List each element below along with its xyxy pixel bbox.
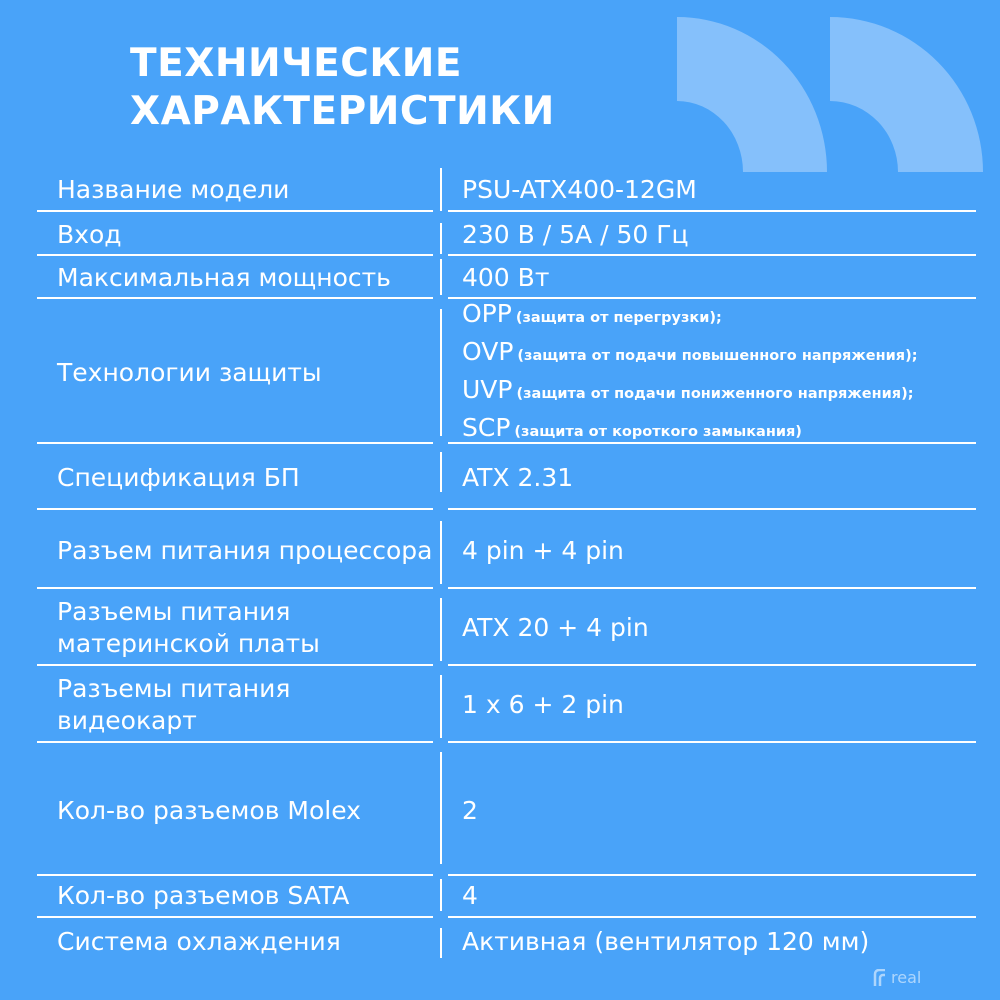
spec-label: Вход (57, 220, 122, 249)
spec-value: 230 В / 5А / 50 Гц (462, 220, 689, 249)
protection-desc: (защита от короткого замыкания) (514, 423, 802, 440)
row-divider (448, 741, 976, 743)
logo-icon (872, 969, 888, 987)
spec-value: 400 Вт (462, 262, 550, 292)
column-divider (440, 259, 442, 295)
column-divider (440, 168, 442, 211)
protection-desc: (защита от подачи повышенного напряжения); (517, 347, 918, 364)
spec-value: ATX 2.31 (462, 463, 574, 492)
protection-code: SCP (462, 412, 511, 442)
spec-label: Разъем питания процессора (57, 535, 433, 565)
row-divider (37, 916, 433, 918)
row-divider (448, 664, 976, 666)
brand-logo (872, 968, 921, 987)
protection-desc: (защита от подачи пониженного напряжения); (516, 385, 914, 402)
row-divider (37, 741, 433, 743)
column-divider (440, 223, 442, 254)
row-divider (448, 508, 976, 510)
protection-desc: (защита от перегрузки); (515, 309, 722, 326)
quote-mark-icon (830, 17, 983, 172)
protection-list (448, 298, 976, 442)
spec-label: Кол-во разъемов SATA (57, 881, 350, 910)
spec-value: ATX 20 + 4 pin (462, 612, 649, 642)
row-divider (448, 210, 976, 212)
row-divider (448, 254, 976, 256)
protection-code: UVP (462, 374, 513, 404)
row-divider (37, 587, 433, 589)
spec-value: 2 (462, 795, 478, 825)
spec-value: PSU-ATX400-12GM (462, 175, 697, 204)
protection-code: OVP (462, 336, 514, 366)
row-divider (448, 587, 976, 589)
column-divider (440, 452, 442, 492)
quote-mark-icon (677, 17, 827, 172)
column-divider (440, 879, 442, 911)
protection-item (462, 411, 802, 449)
column-divider (440, 675, 442, 738)
row-divider (37, 297, 433, 299)
row-divider (37, 508, 433, 510)
spec-label: Технологии защиты (57, 357, 322, 387)
page-title (130, 40, 650, 136)
spec-label: Максимальная мощность (57, 262, 391, 292)
row-divider (37, 210, 433, 212)
title-line: ХАРАКТЕРИСТИКИ (130, 89, 555, 134)
protection-item (462, 373, 914, 411)
column-divider (440, 598, 442, 661)
spec-label: Название модели (57, 175, 290, 204)
protection-item (462, 297, 722, 335)
spec-value: 4 (462, 881, 478, 910)
column-divider (440, 752, 442, 864)
title-line: ТЕХНИЧЕСКИЕ (130, 41, 463, 86)
column-divider (440, 928, 442, 958)
column-divider (440, 521, 442, 584)
spec-label: Разъемы питания материнской платы (57, 596, 320, 658)
protection-code: OPP (462, 298, 512, 328)
row-divider (37, 664, 433, 666)
spec-value: 4 pin + 4 pin (462, 535, 624, 565)
row-divider (37, 254, 433, 256)
logo-text: real (891, 968, 922, 987)
spec-label: Кол-во разъемов Molex (57, 795, 361, 825)
spec-value: 1 x 6 + 2 pin (462, 689, 624, 719)
row-divider (37, 442, 433, 444)
column-divider (440, 309, 442, 436)
spec-label: Спецификация БП (57, 463, 300, 492)
protection-item (462, 335, 918, 373)
row-divider (448, 916, 976, 918)
spec-label: Система охлаждения (57, 927, 341, 956)
spec-label: Разъемы питания видеокарт (57, 673, 291, 735)
spec-value: Активная (вентилятор 120 мм) (462, 927, 870, 956)
